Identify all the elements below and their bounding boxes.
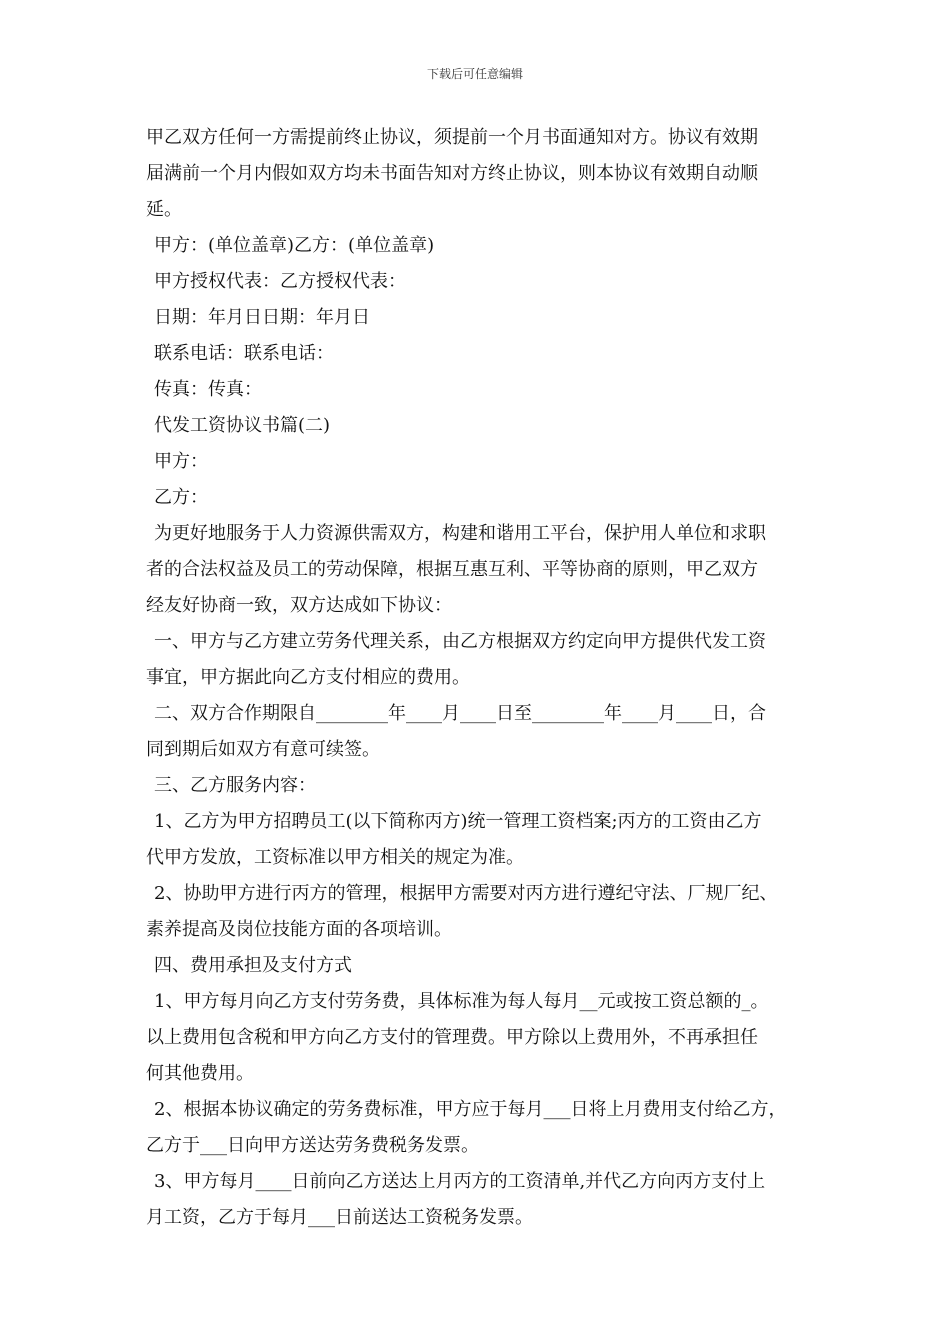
text-line: 甲乙双方任何一方需提前终止协议，须提前一个月书面通知对方。协议有效期 bbox=[146, 127, 758, 148]
text-line: 月工资，乙方于每月___日前送达工资税务发票。 bbox=[146, 1207, 533, 1228]
text-line: 届满前一个月内假如双方均未书面告知对方终止协议，则本协议有效期自动顺 bbox=[146, 163, 758, 184]
clause-line: 1、乙方为甲方招聘员工(以下简称丙方)统一管理工资档案;丙方的工资由乙方 bbox=[154, 811, 762, 832]
clause-line: 一、甲方与乙方建立劳务代理关系，由乙方根据双方约定向甲方提供代发工资 bbox=[154, 631, 766, 652]
text-line: 乙方于___日向甲方送达劳务费税务发票。 bbox=[146, 1135, 479, 1156]
text-line: 同到期后如双方有意可续签。 bbox=[146, 739, 380, 760]
text-line: 何其他费用。 bbox=[146, 1063, 254, 1084]
clause-line: 二、双方合作期限自________年____月____日至________年____月____日，合 bbox=[154, 703, 766, 724]
text-line: 代甲方发放，工资标准以甲方相关的规定为准。 bbox=[146, 847, 524, 868]
text-line: 为更好地服务于人力资源供需双方，构建和谐用工平台，保护用人单位和求职 bbox=[154, 523, 766, 544]
text-line: 素养提高及岗位技能方面的各项培训。 bbox=[146, 919, 452, 940]
clause-line: 1、甲方每月向乙方支付劳务费，具体标准为每人每月__元或按工资总额的_。 bbox=[154, 991, 769, 1012]
clause-line: 2、协助甲方进行丙方的管理，根据甲方需要对丙方进行遵纪守法、厂规厂纪、 bbox=[154, 883, 778, 904]
document-body bbox=[146, 120, 810, 1236]
party-a-line: 甲方： bbox=[154, 451, 208, 472]
text-line: 以上费用包含税和甲方向乙方支付的管理费。甲方除以上费用外，不再承担任 bbox=[146, 1027, 758, 1048]
text-line: 事宜，甲方据此向乙方支付相应的费用。 bbox=[146, 667, 470, 688]
section-title: 代发工资协议书篇(二) bbox=[154, 415, 331, 436]
clause-line: 2、根据本协议确定的劳务费标准，甲方应于每月___日将上月费用支付给乙方， bbox=[154, 1099, 787, 1120]
clause-line: 3、甲方每月____日前向乙方送达上月丙方的工资清单,并代乙方向丙方支付上 bbox=[154, 1171, 766, 1192]
text-line: 经友好协商一致，双方达成如下协议： bbox=[146, 595, 452, 616]
clause-line: 四、费用承担及支付方式 bbox=[154, 955, 352, 976]
date-line: 日期：年月日日期：年月日 bbox=[154, 307, 370, 328]
clause-line: 三、乙方服务内容： bbox=[154, 775, 316, 796]
page-header: 下载后可任意编辑 bbox=[426, 67, 523, 81]
party-b-line: 乙方： bbox=[154, 487, 208, 508]
text-line: 延。 bbox=[146, 199, 182, 220]
text-line: 者的合法权益及员工的劳动保障，根据互惠互利、平等协商的原则，甲乙双方 bbox=[146, 559, 758, 580]
party-a-signature-line: 甲方：(单位盖章)乙方：(单位盖章) bbox=[154, 235, 435, 256]
fax-line: 传真：传真： bbox=[154, 379, 262, 400]
phone-line: 联系电话：联系电话： bbox=[154, 343, 334, 364]
authorized-representative-line: 甲方授权代表：乙方授权代表： bbox=[154, 271, 406, 292]
